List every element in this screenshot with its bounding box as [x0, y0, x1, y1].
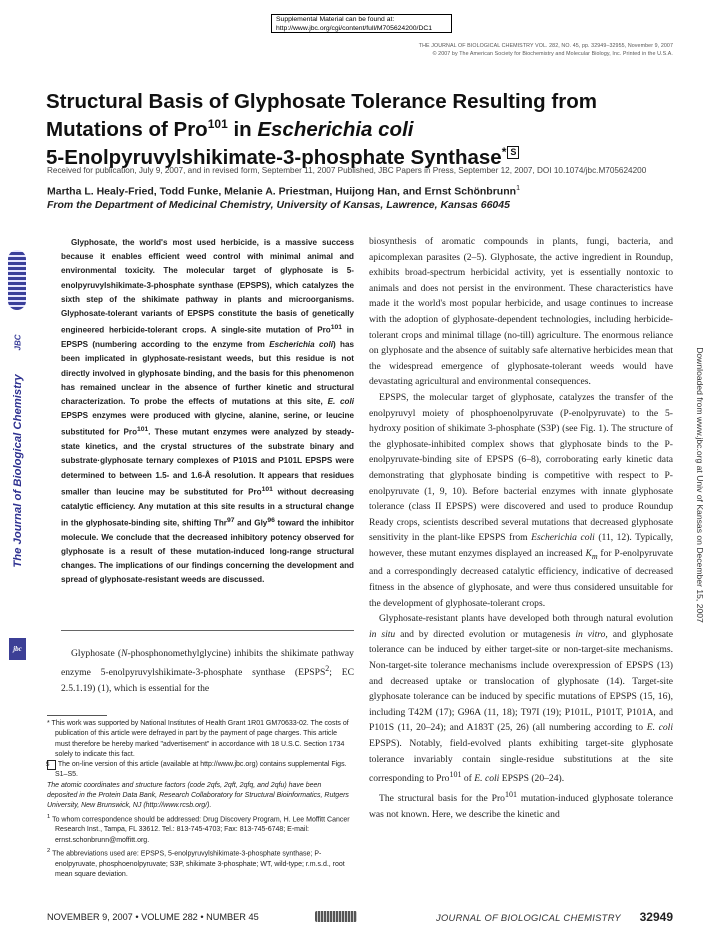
paragraph-4: The structural basis for the Pro$^{101}$ mutation-induced glyphosate tolerance was not known. Here, we describe the kinetic and: [369, 789, 673, 820]
footnote-online: S The on-line version of this article (available at http://www.jbc.org) contains supplemental Figs. S1–S5.: [45, 761, 347, 779]
footnote-divider: [47, 715, 107, 716]
asbmb-logo-icon: [315, 911, 357, 922]
footer-journal-name: JOURNAL OF BIOLOGICAL CHEMISTRY: [435, 912, 621, 923]
supplemental-s-icon: S: [47, 760, 56, 770]
journal-side-name: The Journal of Biological Chemistry: [12, 374, 24, 568]
paragraph-2: EPSPS, the molecular target of glyphosate, catalyzes the transfer of the enolpyruvyl moiety of phosphoenolpyruvate (P-enolpyruvate) to the 5-hydroxy position of shikimate 3-phosphate (S3P) (see Fig. 1). The structure of the glyphosate-inhibited complex shows that glyphosate binds to the P-enolpyruvate-binding site of EPSPS (6–8), corroborating early kinetic data demonstrating that glyphosate binding is competitive with respect to P-enolpyruvate (1, 9, 10). Before bacterial enzymes with innate glyphosate tolerance (class II EPSPS) were discovered and used to produce Roundup Ready crops, scientists described several mutations that decreased glyphosate sensitivity in the plant-like EPSPS from Escherichia coli (11, 12). Typically, however, these mutant enzymes displayed an increased $K_m$ for P-enolpyruvate and a correspondingly decreased catalytic efficiency, indicative of decreased fitness in the absence of glyphosate, and were thus considered unsuitable for the development of glyphosate-tolerant crops.: [369, 391, 674, 609]
right-column: [369, 234, 673, 822]
download-note: Downloaded from www.jbc.org at Univ of Kansas on December 15, 2007: [695, 347, 705, 623]
paragraph-3: Glyphosate-resistant plants have developed both through natural evolution in situ and by directed evolution or mutagenesis in vitro, and glyphosate tolerance can be induced by either target-site or non-target-site mechanisms. Non-target-site tolerance mechanisms include overexpression of EPSPS (13) and decreased uptake or translocation of glyphosate (14). Target-site glyphosate tolerance can be induced by specific mutations of EPSPS (15, 16), including T42M (17); G96A (11, 18); T97I (19); P101L, P101T, P101A, and P101S (11, 20–24); and A183T (25, 26) (all numbering according to E. coli EPSPS). Notably, field-evolved plants exhibiting target-site glyphosate tolerance invariably contain single-residue substitutions at the site corresponding to Pro$^{101}$ of E. coli EPSPS (20–24).: [369, 613, 674, 785]
publication-history: Received for publication, July 9, 2007, and in revised form, September 11, 2007 Published, JBC Papers in Press, September 12, 2007, DOI 10.1074/jbc.M705624200: [47, 166, 647, 175]
abstract: Glyphosate, the world's most used herbicide, is a massive success because it enables efficient weed control with minimal animal and environmental toxicity. The molecular target of glyphosate is 5-enolpyruvylshikimate-3-phosphate synthase (EPSPS), which catalyzes the sixth step of the shikimate pathway in plants and microorganisms. Glyphosate-tolerant variants of EPSPS constitute the basis of genetically engineered herbicide-tolerant crops. A single-site mutation of Pro$^{101}$ in EPSPS (numbering according to the enzyme from Escherichia coli) has been implicated in glyphosate-resistant weeds, but this residue is not directly involved in glyphosate binding, and the basis for this phenomenon has remained unclear in the absence of further kinetic and structural characterization. To probe the effects of mutations at this site, E. coli EPSPS enzymes were produced with glycine, alanine, serine, or leucine substituted for Pro$^{101}$. These mutant enzymes were analyzed by steady-state kinetics, and the crystal structures of the substrate binary and substrate·glyphosate ternary complexes of P101S and P101L EPSPS were determined to between 1.5- and 1.6-Å resolution. It appears that residues smaller than leucine may be substituted for Pro$^{101}$ without decreasing catalytic efficiency. Any mutation at this site results in a structural change in the glyphosate-binding site, shifting Thr$^{97}$ and Gly$^{96}$ toward the inhibitor molecule. We conclude that the decreased inhibitory potency observed for glyphosate is a result of these mutation-induced long-range structural changes. The implications of our findings concerning the development and spread of glyphosate-resistant weeds are discussed.: [61, 238, 355, 585]
journal-logo-text: JBC: [13, 334, 23, 351]
page-number: 32949: [639, 910, 673, 924]
footer-issue-info: NOVEMBER 9, 2007 • VOLUME 282 • NUMBER 45: [47, 912, 259, 922]
article-title: Structural Basis of Glyphosate Tolerance Resulting from Mutations of Pro$^{101}$ in Escherichia coli 5-Enolpyruvylshikimate-3-phosphate Synthase* S: [46, 90, 597, 169]
copyright-line: © 2007 by The American Society for Biochemistry and Molecular Biology, Inc. Printed in the U.S.A.: [432, 51, 673, 57]
author-list: Martha L. Healy-Fried, Todd Funke, Melanie A. Priestman, Huijong Han, and Ernst Schönbrunn$^1$: [47, 185, 520, 198]
journal-citation-line: THE JOURNAL OF BIOLOGICAL CHEMISTRY VOL. 282, NO. 45, pp. 32949–32955, November 9, 2007: [418, 43, 673, 49]
running-head: [419, 42, 673, 58]
footnote-abbreviations: $^2$ The abbreviations used are: EPSPS, 5-enolpyruvylshikimate-3-phosphate synthase; P-enolpyruvate, phosphoenolpyruvate; S3P, shikimate 3-phosphate; WT, wild-type; r.m.s.d., root mean square deviation.: [47, 847, 345, 878]
supplemental-material-box: [271, 14, 452, 33]
footnotes: [47, 715, 353, 880]
footnote-correspondence: $^1$ To whom correspondence should be addressed: Drug Discovery Program, H. Lee Moffitt Cancer Research Inst., Tampa, FL 33612. Tel.: 813-745-4703; Fax: 813-745-6748; E-mail: ernst.schonbrunn@moffitt.org.: [47, 813, 350, 844]
jbc-mark-icon: jbc: [9, 638, 26, 660]
paragraph-1: biosynthesis of aromatic compounds in plants, fungi, bacteria, and apicomplexan parasites (2–5). Glyphosate, the active ingredient in Roundup, exhibits broad-spectrum herbicidal activity, yet is essentially nontoxic to animals and does not persist in the environment. These characteristics have made it the world's most popular herbicide, and usage continues to increase with the adoption of glyphosate-dependent technologies, including herbicide-tolerant crops and minimal tillage (no-till) agriculture. The enormous reliance on glyphosate and the absence of suitably safe alternative herbicides mean that the widespread emergence of glyphosate-tolerant weeds would have devastating agricultural and environmental consequences.: [369, 236, 673, 388]
page-footer: [47, 911, 673, 925]
supplemental-s-icon: S: [507, 146, 519, 159]
journal-logo-icon: [8, 250, 26, 310]
intro-paragraph: Glyphosate (N-phosphonomethylglycine) inhibits the shikimate pathway enzyme 5-enolpyruvylshikimate-3-phosphate synthase (EPSPS$^2$; EC 2.5.1.19) (1), which is essential for the: [61, 648, 354, 694]
journal-side-strip: [0, 240, 36, 900]
supplemental-line-1: Supplemental Material can be found at:: [276, 16, 395, 23]
footnote-coordinates: The atomic coordinates and structure factors (code 2qfs, 2qft, 2qfq, and 2qfu) have been deposited in the Protein Data Bank, Research Collaboratory for Structural Bioinformatics, Rutgers University, New Brunswick, NJ (http://www.rcsb.org/).: [47, 781, 349, 810]
abstract-divider: [61, 630, 354, 631]
footnote-funding: * This work was supported by National Institutes of Health Grant 1R01 GM70633-02. The costs of publication of this article were defrayed in part by the payment of page charges. This article must therefore be hereby marked "advertisement" in accordance with 18 U.S.C. Section 1734 solely to indicate this fact.: [47, 720, 349, 758]
affiliation: From the Department of Medicinal Chemistry, University of Kansas, Lawrence, Kansas 66045: [47, 199, 510, 211]
supplemental-url[interactable]: http://www.jbc.org/cgi/content/full/M705624200/DC1: [276, 24, 433, 32]
